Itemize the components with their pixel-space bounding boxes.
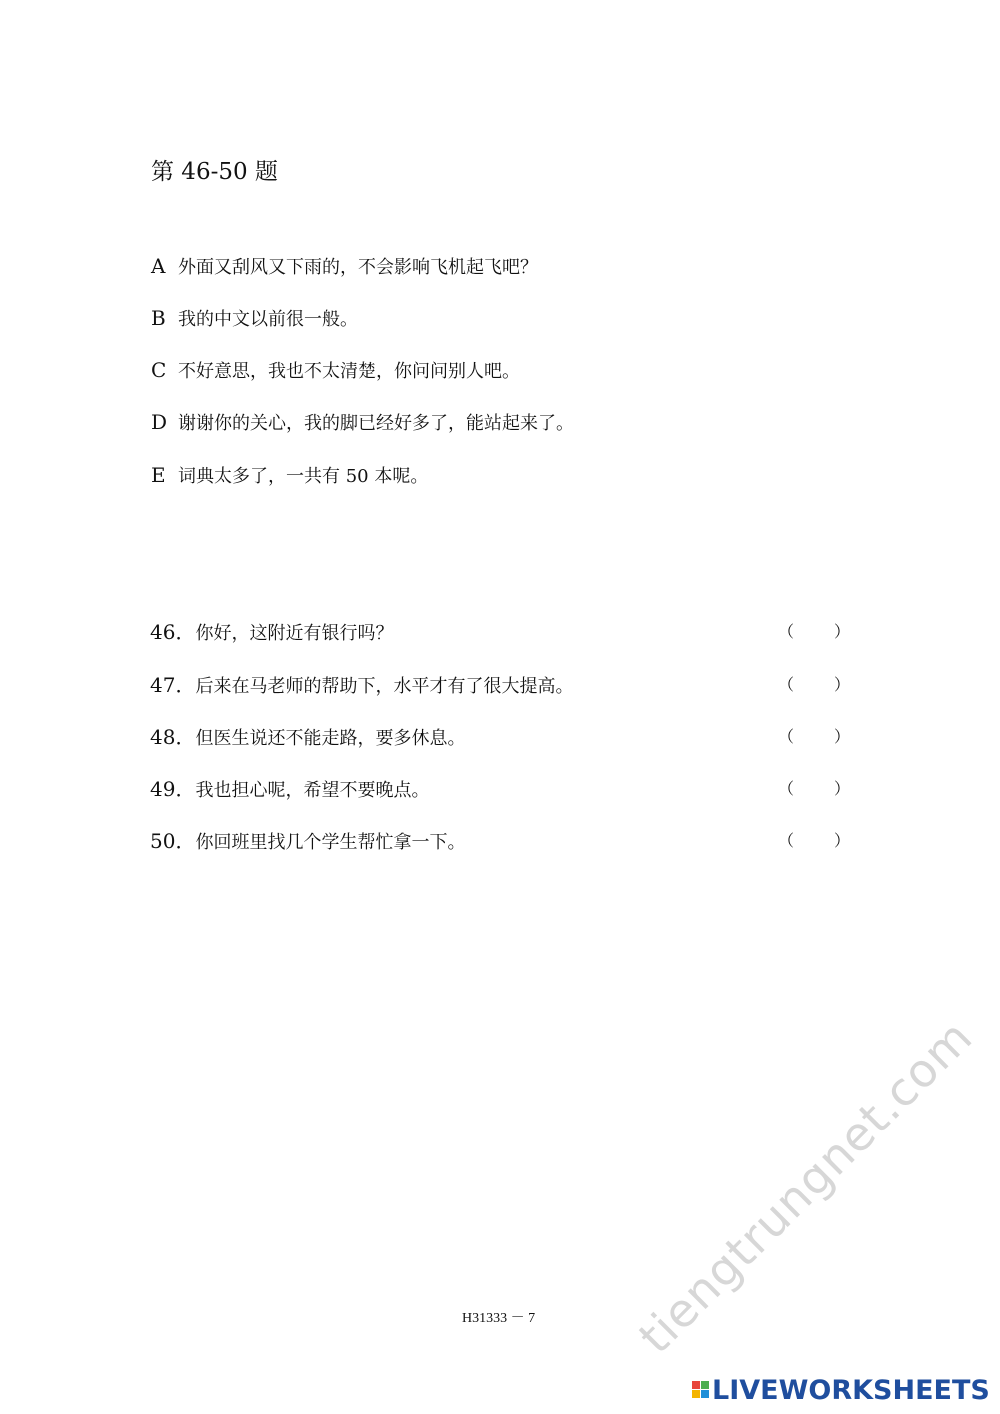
liveworksheets-logo-icon bbox=[692, 1381, 710, 1399]
option-b bbox=[151, 303, 358, 333]
option-text: 词典太多了，一共有 50 本呢。 bbox=[178, 466, 429, 487]
answer-field-48[interactable] bbox=[778, 722, 850, 752]
question-number: 50． bbox=[150, 829, 196, 853]
question-number: 46． bbox=[150, 620, 196, 644]
question-text: 你好，这附近有银行吗？ bbox=[195, 623, 394, 644]
question-48 bbox=[150, 722, 850, 752]
question-49 bbox=[150, 774, 850, 804]
question-number: 47． bbox=[150, 673, 196, 697]
question-text: 后来在马老师的帮助下，水平才有了很大提高。 bbox=[195, 676, 574, 697]
close-paren: ） bbox=[833, 831, 850, 850]
section-title: 第 46-50 题 bbox=[151, 159, 278, 185]
question-46 bbox=[150, 617, 850, 647]
logo-square bbox=[701, 1390, 709, 1398]
page-footer: H31333 － 7 bbox=[462, 1311, 536, 1326]
close-paren: ） bbox=[833, 779, 850, 798]
option-e bbox=[151, 460, 428, 490]
answer-field-50[interactable] bbox=[778, 826, 850, 856]
question-50 bbox=[150, 826, 850, 856]
open-paren: （ bbox=[778, 727, 795, 746]
answer-field-46[interactable] bbox=[778, 617, 850, 647]
open-paren: （ bbox=[778, 831, 795, 850]
close-paren: ） bbox=[833, 675, 850, 694]
open-paren: （ bbox=[778, 779, 795, 798]
brand-link[interactable] bbox=[692, 1374, 990, 1406]
open-paren: （ bbox=[778, 622, 795, 641]
option-letter: A bbox=[151, 254, 166, 278]
option-letter: B bbox=[151, 306, 166, 330]
logo-square bbox=[701, 1381, 709, 1389]
option-text: 不好意思，我也不太清楚，你问问别人吧。 bbox=[178, 361, 520, 382]
logo-square bbox=[692, 1390, 700, 1398]
question-text: 但医生说还不能走路，要多休息。 bbox=[195, 728, 466, 749]
answer-field-49[interactable] bbox=[778, 774, 850, 804]
option-letter: C bbox=[151, 358, 167, 382]
option-c bbox=[151, 355, 520, 385]
option-text: 外面又刮风又下雨的，不会影响飞机起飞吧？ bbox=[178, 257, 538, 278]
close-paren: ） bbox=[833, 727, 850, 746]
open-paren: （ bbox=[778, 675, 795, 694]
close-paren: ） bbox=[833, 622, 850, 641]
answer-field-47[interactable] bbox=[778, 670, 850, 700]
question-number: 48． bbox=[150, 725, 196, 749]
option-letter: D bbox=[151, 410, 168, 434]
question-number: 49． bbox=[150, 777, 196, 801]
option-text: 我的中文以前很一般。 bbox=[178, 309, 358, 330]
question-47 bbox=[150, 670, 850, 700]
option-letter: E bbox=[151, 463, 166, 487]
option-a bbox=[151, 251, 538, 281]
watermark: tiengtrungnet.com bbox=[628, 1009, 983, 1364]
option-text: 谢谢你的关心，我的脚已经好多了，能站起来了。 bbox=[178, 413, 574, 434]
logo-square bbox=[692, 1381, 700, 1389]
brand-name: LIVEWORKSHEETS bbox=[712, 1374, 990, 1406]
question-text: 我也担心呢，希望不要晚点。 bbox=[195, 780, 430, 801]
question-text: 你回班里找几个学生帮忙拿一下。 bbox=[195, 832, 466, 853]
option-d bbox=[151, 407, 574, 437]
